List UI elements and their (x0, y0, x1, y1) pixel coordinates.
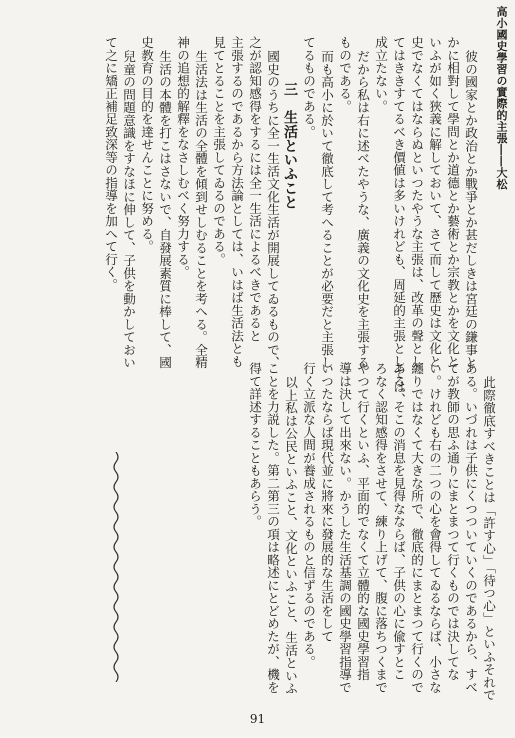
text-line: 成立たない。 (373, 36, 388, 113)
text-line: 得て詳述することもあらう。 (247, 362, 262, 528)
text-line: 見てとることを主張してゐるのである。 (211, 36, 226, 266)
text-line: 導は決して出來ない。かうした生活基調の國史學習指導で (337, 362, 352, 694)
text-line: 生活の本體を打こはさないで、自發展素質に棒して、國 (157, 50, 172, 369)
page-number: 91 (249, 712, 266, 726)
text-line: ものである。 (337, 36, 352, 113)
section-title: 三 生活といふこと (282, 82, 298, 210)
text-line: 國史のうちに全一生活文化生活が開展してゐるもので、 (265, 50, 280, 369)
text-line: いつたならば現代並に將來に發展的な生活をして (319, 362, 334, 643)
text-line: だから私は右に述べたやうな、廣義の文化史を主張する (355, 50, 370, 369)
text-line: かに相對して學問とか道德とか藝術とか宗教とかを文化と (445, 36, 460, 368)
text-line: 以上私は公民といふこと、文化といふこと、生活といふ (283, 376, 298, 695)
text-line: いふが如く狹義に解しておいて、さて而して歷史は文化と (427, 36, 442, 368)
wavy-line-icon (111, 452, 121, 682)
text-line: てが教師の思ふ通りにまとまつて行くものでは決してな (445, 362, 460, 681)
text-line: ある。そこの消息を見得なならば、子供の心に偸すとこ (391, 362, 406, 681)
text-line: 生活法は生活の全體を傾到せしむることを考へる。全精 (193, 50, 208, 369)
text-line: 兒童の問題意識をすなほに伸して、子供を動かしておい (121, 50, 136, 369)
text-line: て之に矯正補足致深等の指導を加へて行く。 (103, 36, 118, 291)
text-line: 行く立派な人間が養成されるものと信ずるのである。 (301, 362, 316, 668)
text-line: ことを力説した。第二第三の項は略述にとどめたが、機を (265, 362, 280, 694)
text-line: ある。いづれは子供にくつついていくのであるから、すべ (463, 362, 478, 694)
text-line: てるものである。 (301, 36, 316, 138)
text-line: 史教育の目的を達せんことに努める。 (139, 36, 154, 253)
text-line: やつて行くといふ、平面的でなくて立體的な國史學習指 (355, 362, 370, 681)
text-line: てはききすてるべき價値は多いけれども、周延的主張としては、 (391, 36, 406, 406)
bottom-text-block (197, 362, 497, 702)
text-line: 史でなくてはならぬといつたやうな主張は、改革の聲とし (409, 36, 424, 368)
text-line: 彼の國家とか政治とか戰爭とか甚だしきは宮廷の鎌事と (463, 50, 478, 369)
top-text-block (9, 36, 479, 406)
text-line: 纏りではなくて大きな所で、徹底的にまとまつて行くので (409, 362, 424, 694)
text-line: 主張するのであるから方法論としては、いはば生活法とも (229, 36, 244, 368)
text-line: い。けれども右の二つの心を會得してゐるならば、小さな (427, 362, 442, 694)
text-line: 而も高小に於いて徹底して考へることが必要だと主張し (319, 50, 334, 369)
text-line: 神の追想的解釋をなさしむべく努力する。 (175, 36, 190, 279)
text-line: 此際徹底すべきことは「許す心」「待つ心」といふそれで (481, 376, 496, 702)
text-line: ろなく認知感得をさせて、練り上げて、腹に落ちつくまで (373, 362, 388, 694)
running-header: 高小國史學習の實際的主張――大松 (495, 6, 508, 190)
text-line: 之が認知感得をするには全一生活によるべきであると (247, 36, 262, 342)
